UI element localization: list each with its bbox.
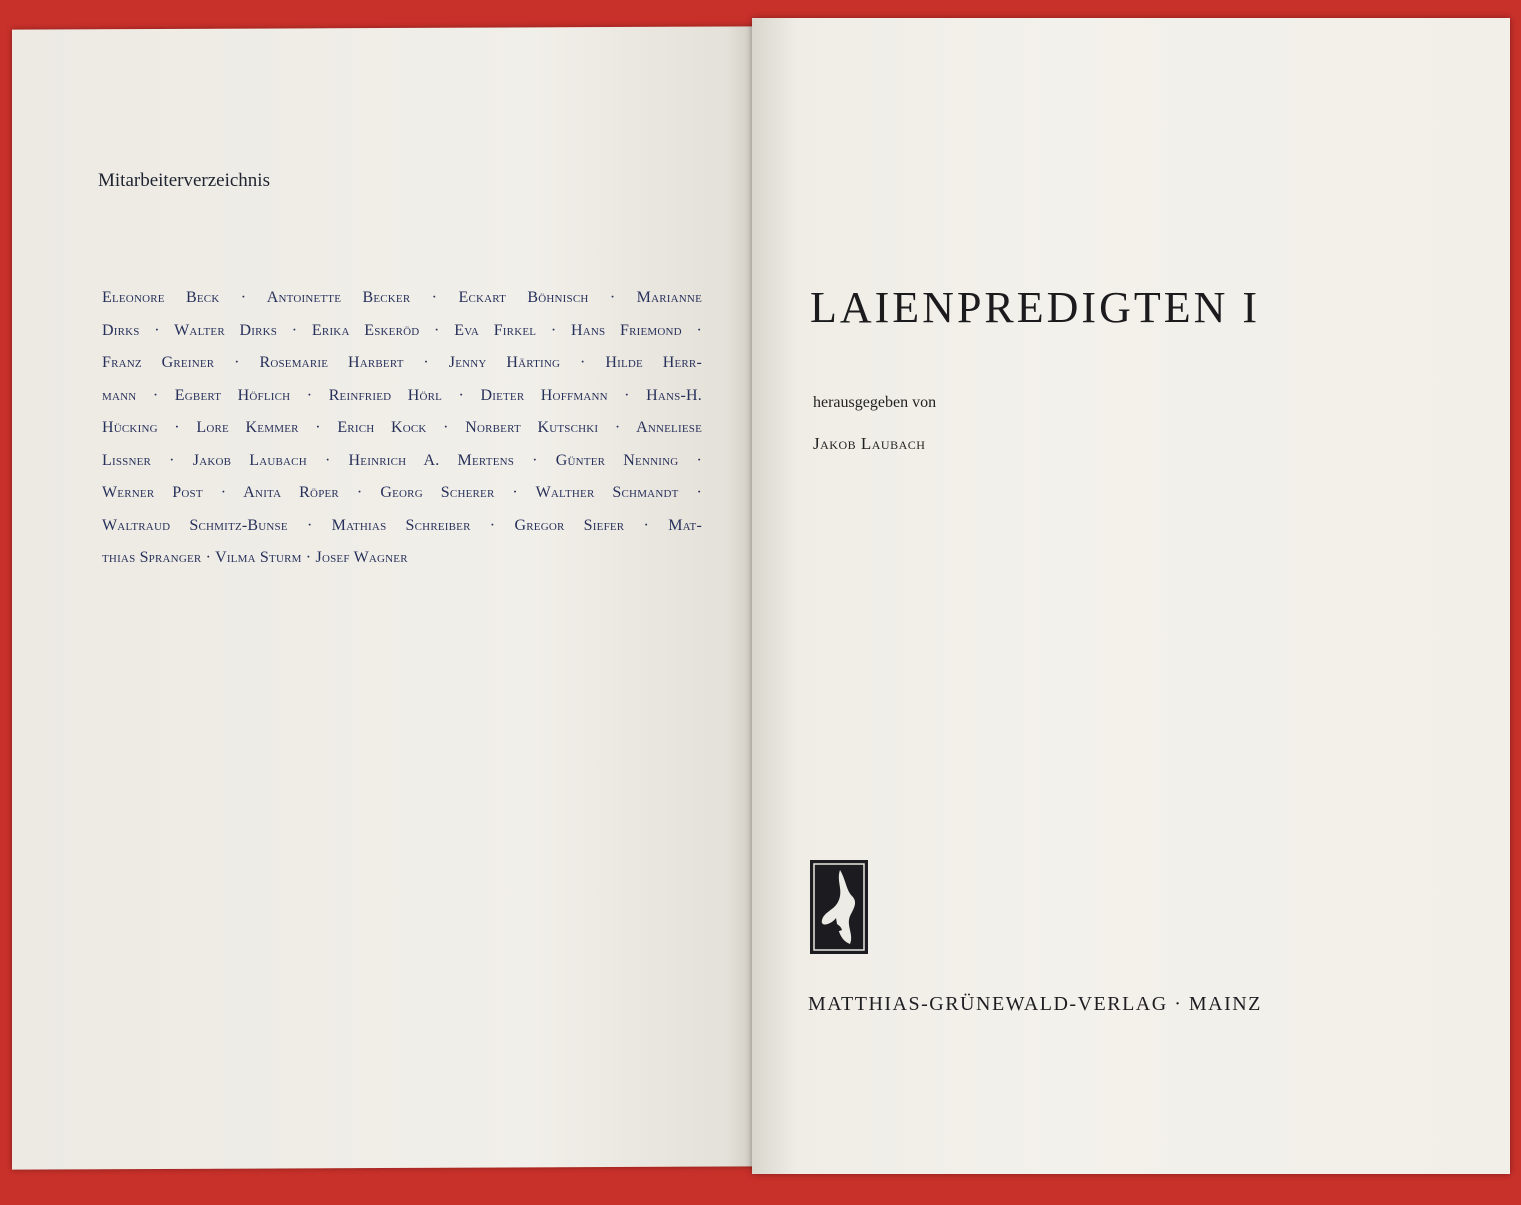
contributor-line: Werner Post · Anita Röper · Georg Scherer · Walther Schmandt · <box>102 484 702 501</box>
contributor-line: Franz Greiner · Rosemarie Harbert · Jenny Härting · Hilde Herr- <box>102 354 702 371</box>
left-page <box>12 26 757 1169</box>
editor-name: Jakob Laubach <box>813 434 926 453</box>
contributor-line: Hücking · Lore Kemmer · Erich Kock · Norbert Kutschki · Anneliese <box>102 419 702 436</box>
contributor-line: mann · Egbert Höflich · Reinfried Hörl · Dieter Hoffmann · Hans-H. <box>102 386 702 404</box>
contributor-line: Waltraud Schmitz-Bunse · Mathias Schreiber · Gregor Siefer · Mat- <box>102 516 702 534</box>
publisher-imprint: MATTHIAS-GRÜNEWALD-VERLAG · MAINZ <box>808 993 1262 1015</box>
contributor-line: thias Spranger · Vilma Sturm · Josef Wagner <box>102 549 408 566</box>
contributor-line: Dirks · Walter Dirks · Erika Eskeröd · Eva Firkel · Hans Friemond · <box>102 321 702 339</box>
editor-label: herausgegeben von <box>813 394 937 411</box>
contributors-list <box>102 282 702 575</box>
book-title: LAIENPREDIGTEN I <box>810 283 1261 332</box>
publisher-logo-icon <box>810 860 868 954</box>
contributor-line: Lissner · Jakob Laubach · Heinrich A. Mertens · Günter Nenning · <box>102 451 702 469</box>
contributors-heading: Mitarbeiterverzeichnis <box>98 170 270 191</box>
contributor-line: Eleonore Beck · Antoinette Becker · Eckart Böhnisch · Marianne <box>102 289 702 306</box>
